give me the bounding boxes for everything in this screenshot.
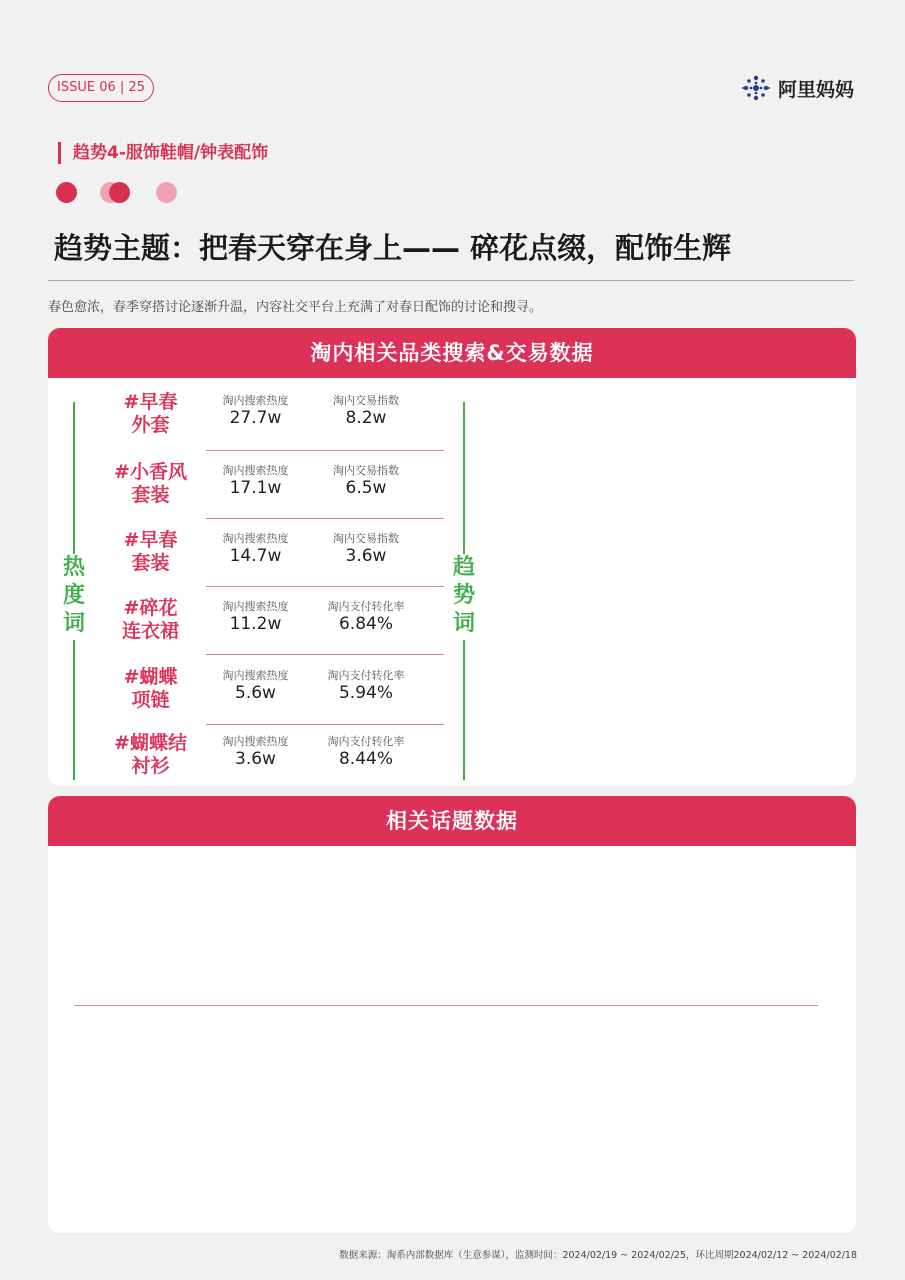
metric-label: 淘内搜索热度 (222, 600, 289, 613)
metric-label: 淘内交易指数 (333, 464, 399, 477)
metric-label: 淘内搜索热度 (222, 669, 289, 682)
metric-value (208, 614, 303, 634)
category-line: #蝴蝶 (123, 666, 178, 688)
dot-1 (56, 182, 77, 203)
metric (208, 598, 303, 634)
metric-label: 淘内交易指数 (333, 394, 399, 407)
category-line: #小香风 (114, 461, 187, 483)
metric (208, 462, 303, 498)
dot-3 (156, 182, 177, 203)
hot-row (48, 654, 448, 724)
metric-value (208, 408, 303, 428)
metric-value (208, 478, 303, 498)
metric-value (208, 683, 303, 703)
logo-text: 阿里妈妈 (778, 78, 855, 101)
trend-words-label: 趋 势 词 (452, 555, 475, 636)
title-divider (48, 280, 854, 281)
search-trade-card (48, 328, 856, 786)
metric (208, 667, 303, 703)
metric (310, 462, 422, 498)
metric-value-text: 8.2w (345, 408, 387, 428)
metric (310, 598, 422, 634)
intro-text: 春色愈浓，春季穿搭讨论逐渐升温，内容社交平台上充满了对春日配饰的讨论和搜寻。 (48, 300, 543, 315)
hot-row (48, 586, 448, 654)
metric-value (310, 478, 422, 498)
metric-label: 淘内支付转化率 (327, 735, 405, 748)
dot-2-dark (109, 182, 130, 203)
metric-value (208, 546, 303, 566)
main-title: 趋势主题：把春天穿在身上—— 碎花点缀，配饰生辉 (54, 231, 732, 265)
metric-value-text: 6.84% (338, 614, 393, 634)
metric (310, 733, 422, 769)
metric (208, 530, 303, 566)
category-line: #蝴蝶结 (114, 732, 187, 754)
category-name (98, 378, 203, 450)
issue-badge: ISSUE 06 | 25 (48, 74, 154, 102)
metric (310, 667, 422, 703)
hot-row (48, 378, 448, 450)
category-line: #碎花 (123, 597, 178, 619)
logo-icon (740, 72, 772, 104)
metric-label: 淘内搜索热度 (222, 394, 289, 407)
hot-row (48, 518, 448, 586)
metric-value-text: 5.94% (338, 683, 393, 703)
metric-value (310, 546, 422, 566)
category-name (98, 450, 203, 518)
metric-value-text: 8.44% (338, 749, 393, 769)
hot-row (48, 724, 448, 786)
category-line: 套装 (131, 484, 170, 506)
section2-title: 相关话题数据 (48, 796, 856, 846)
metric (208, 392, 303, 428)
metric-value-text: 3.6w (235, 749, 276, 769)
right-label-line-bottom (463, 640, 465, 780)
category-line: #早春 (123, 391, 178, 413)
metric-value (310, 614, 422, 634)
metric-label: 淘内搜索热度 (222, 464, 289, 477)
platform-divider (74, 1005, 818, 1006)
trend-subtitle: 趋势4-服饰鞋帽/钟表配饰 (58, 142, 268, 164)
metric-value-text: 14.7w (229, 546, 282, 566)
decorative-dots (56, 182, 186, 206)
alimama-logo (740, 72, 854, 104)
hot-row (48, 450, 448, 518)
metric (310, 530, 422, 566)
metric-value (310, 749, 422, 769)
category-line: 连衣裙 (121, 620, 179, 642)
category-line: 衬衫 (131, 755, 170, 777)
category-line: #早春 (123, 529, 178, 551)
metric-value-text: 27.7w (229, 408, 282, 428)
right-label-line-top (463, 402, 465, 554)
metric-value-text: 17.1w (229, 478, 282, 498)
section1-title: 淘内相关品类搜索&交易数据 (48, 328, 856, 378)
metric-value-text: 11.2w (229, 614, 282, 634)
metric (310, 392, 422, 428)
metric-label: 淘内搜索热度 (222, 532, 289, 545)
metric-label: 淘内交易指数 (333, 532, 399, 545)
category-name (98, 518, 203, 586)
metric-value-text: 6.5w (345, 478, 387, 498)
hot-words-label: 热 度 词 (62, 555, 85, 636)
metric (208, 733, 303, 769)
category-line: 套装 (131, 552, 170, 574)
category-line: 项链 (131, 689, 170, 711)
metric-value (310, 683, 422, 703)
metric-value (208, 749, 303, 769)
metric-value-text: 5.6w (235, 683, 276, 703)
category-line: 外套 (131, 414, 170, 436)
metric-label: 淘内支付转化率 (327, 600, 405, 613)
metric-value (310, 408, 422, 428)
category-name (98, 586, 203, 654)
data-source-footnote: 数据来源：淘系内部数据库（生意参谋），监测时间：2024/02/19 ~ 2024/02/25，环比周期2024/02/12 ~ 2024/02/18 (339, 1250, 857, 1261)
metric-label: 淘内支付转化率 (327, 669, 405, 682)
metric-label: 淘内搜索热度 (222, 735, 289, 748)
topic-data-card (48, 796, 856, 1233)
metric-value-text: 3.6w (345, 546, 387, 566)
category-name (98, 654, 203, 724)
category-name (98, 724, 203, 786)
